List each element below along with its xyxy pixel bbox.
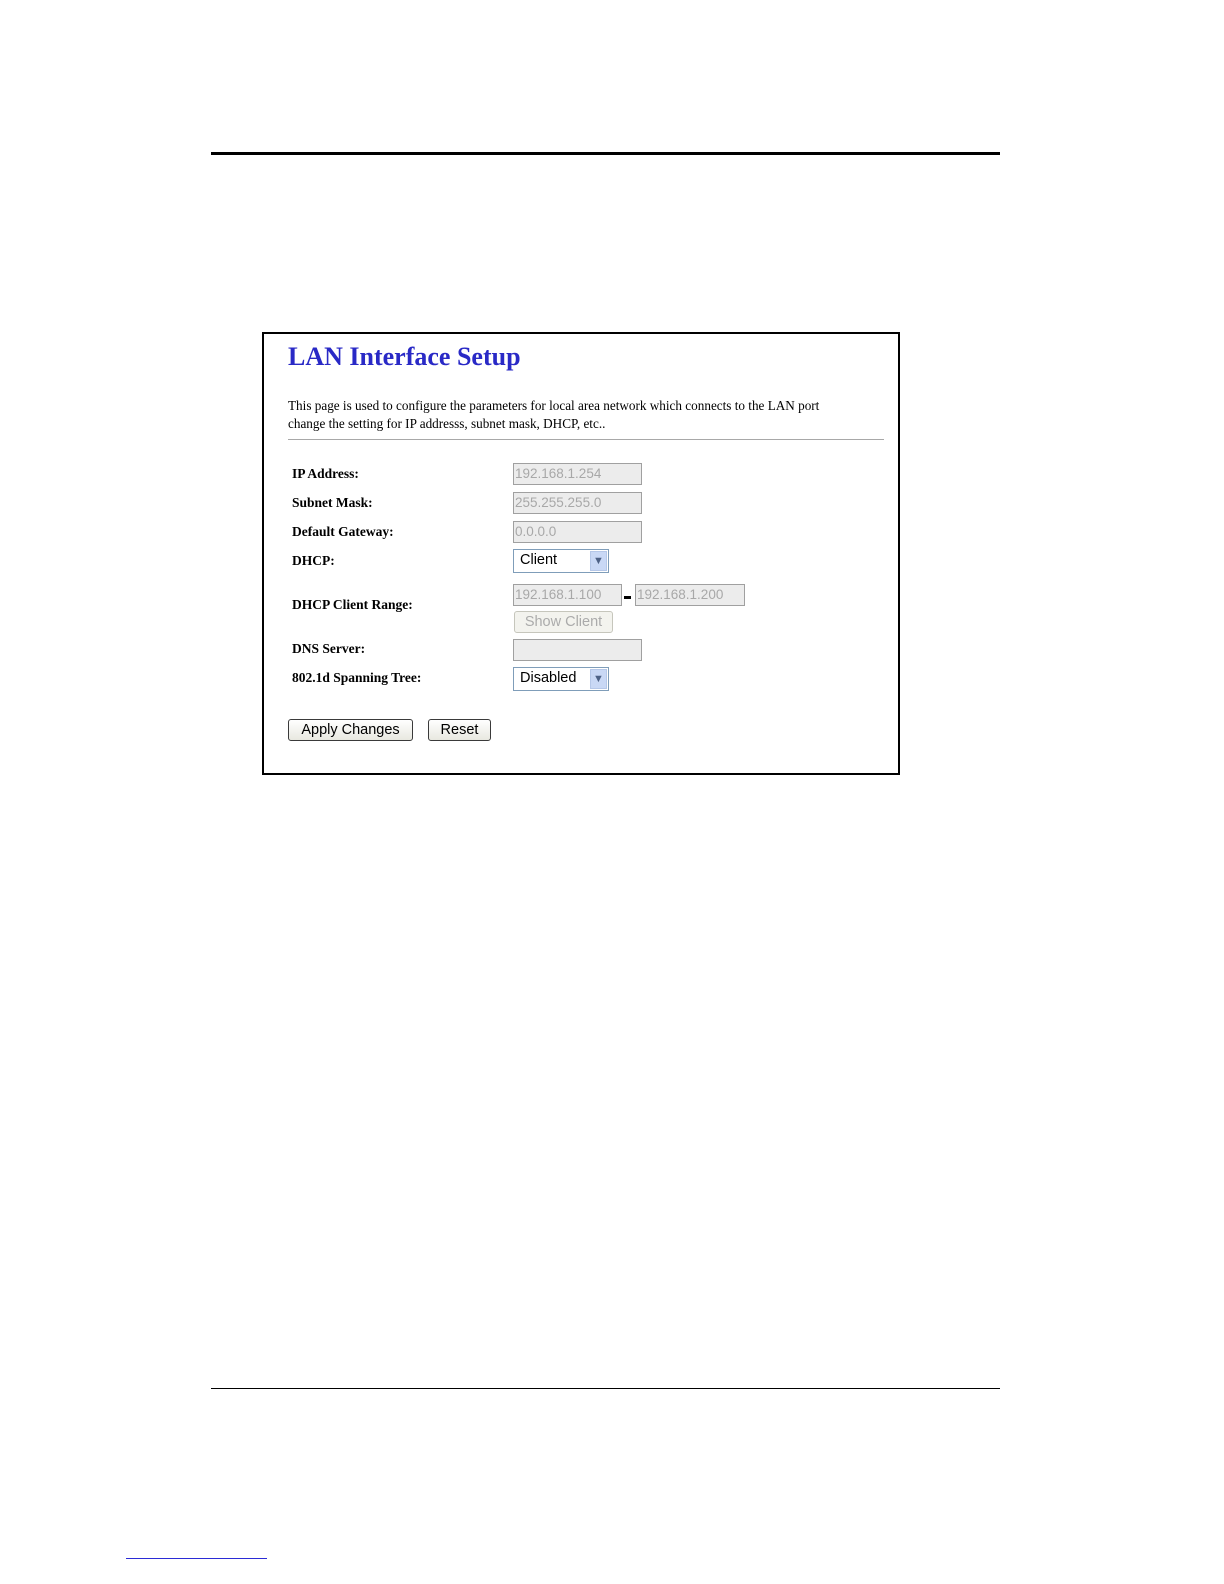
page-top-rule xyxy=(211,152,1000,155)
default-gateway-label: Default Gateway: xyxy=(292,524,394,539)
subnet-mask-label: Subnet Mask: xyxy=(292,495,373,510)
page-title: LAN Interface Setup xyxy=(288,342,521,371)
dhcp-select[interactable] xyxy=(513,549,609,573)
default-gateway-input[interactable]: 0.0.0.0 xyxy=(513,521,642,543)
dhcp-range-start-input[interactable]: 192.168.1.100 xyxy=(513,584,622,606)
dns-server-input[interactable] xyxy=(513,639,642,661)
spanning-tree-select[interactable] xyxy=(513,667,609,691)
reset-button[interactable]: Reset xyxy=(428,719,491,741)
apply-changes-button[interactable]: Apply Changes xyxy=(288,719,413,741)
subnet-mask-input[interactable]: 255.255.255.0 xyxy=(513,492,642,514)
spanning-tree-select-value: Disabled xyxy=(520,670,577,686)
section-divider xyxy=(288,439,884,440)
page-description xyxy=(288,397,888,433)
lan-setup-panel xyxy=(262,332,900,775)
dhcp-client-range-label: DHCP Client Range: xyxy=(292,597,413,612)
dhcp-select-value: Client xyxy=(520,552,558,568)
dhcp-range-end-input[interactable]: 192.168.1.200 xyxy=(635,584,745,606)
spanning-tree-label: 802.1d Spanning Tree: xyxy=(292,670,422,685)
chevron-down-icon[interactable]: ▼ xyxy=(590,669,607,689)
range-separator xyxy=(624,596,631,599)
description-line: change the setting for IP addresss, subnet mask, DHCP, etc.. xyxy=(288,416,606,431)
description-line: This page is used to configure the parameters for local area network which connects to the LAN port xyxy=(288,398,820,413)
ip-address-input[interactable]: 192.168.1.254 xyxy=(513,463,642,485)
footnote-rule xyxy=(126,1558,267,1559)
show-client-button[interactable]: Show Client xyxy=(514,611,613,633)
dhcp-label: DHCP: xyxy=(292,553,335,568)
page-bottom-rule xyxy=(211,1388,1000,1389)
dns-server-label: DNS Server: xyxy=(292,641,366,656)
ip-address-label: IP Address: xyxy=(292,466,359,481)
chevron-down-icon[interactable]: ▼ xyxy=(590,551,607,571)
